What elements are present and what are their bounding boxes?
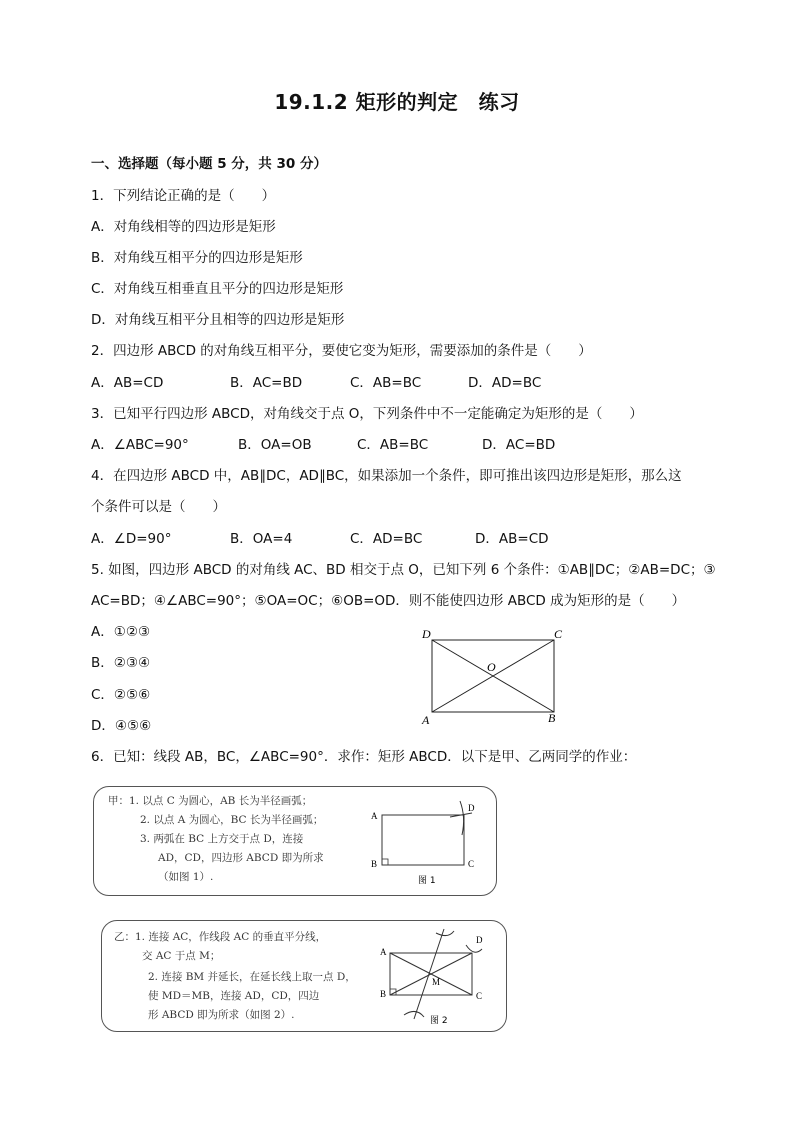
question-6-stem: 6．已知：线段 AB，BC，∠ABC=90°．求作：矩形 ABCD．以下是甲、乙两同学的作业：	[91, 749, 637, 765]
question-4-option-a: A．∠D=90°	[91, 531, 172, 547]
center-label-o: O	[487, 660, 496, 674]
question-4-stem-line-2: 个条件可以是（ ）	[91, 499, 226, 515]
figure-1-caption: 图 1	[418, 876, 436, 885]
fig1-label-d: D	[468, 803, 475, 813]
question-2-option-d: D．AD=BC	[468, 375, 542, 391]
vertex-label-b: B	[548, 711, 556, 725]
question-5-option-a: A．①②③	[91, 624, 151, 640]
question-5-stem-line-2: AC=BD；④∠ABC=90°；⑤OA=OC；⑥OB=OD．则不能使四边形 ABCD 成为矩形的是（ ）	[91, 593, 686, 609]
question-2-option-a: A．AB=CD	[91, 375, 164, 391]
arc-top	[436, 931, 454, 936]
question-3-option-b: B．OA=OB	[238, 437, 312, 453]
arc-d	[466, 945, 482, 952]
question-3-option-c: C．AB=BC	[357, 437, 429, 453]
perpendicular-bisector	[414, 929, 444, 1019]
question-1-option-a: A．对角线相等的四边形是矩形	[91, 219, 276, 235]
question-1-option-c: C．对角线互相垂直且平分的四边形是矩形	[91, 281, 344, 297]
question-1-option-d: D．对角线互相平分且相等的四边形是矩形	[91, 312, 345, 328]
question-4-stem-line-1: 4．在四边形 ABCD 中，AB∥DC，AD∥BC，如果添加一个条件，即可推出该四边形是矩形，那么这	[91, 468, 682, 484]
fig1-label-c: C	[468, 859, 475, 869]
student-yi-solution-box	[101, 920, 507, 1032]
question-3-option-d: D．AC=BD	[482, 437, 556, 453]
jia-line-2: 2. 以点 A 为圆心，BC 长为半径画弧；	[140, 814, 324, 826]
yi-line-1: 乙：1. 连接 AC，作线段 AC 的垂直平分线，	[114, 931, 327, 943]
fig2-label-a: A	[380, 947, 387, 957]
page-title: 19.1.2 矩形的判定 练习	[274, 90, 520, 114]
yi-line-2: 交 AC 于点 M；	[142, 950, 221, 962]
question-2-option-c: C．AB=BC	[350, 375, 422, 391]
fig1-label-a: A	[371, 811, 378, 821]
question-5-rectangle-figure	[418, 622, 578, 728]
vertex-label-a: A	[422, 713, 430, 727]
jia-line-3: 3. 两弧在 BC 上方交于点 D，连接	[140, 833, 304, 845]
question-5-option-c: C．②⑤⑥	[91, 687, 151, 703]
figure-2	[378, 923, 502, 1029]
question-1-option-b: B．对角线互相平分的四边形是矩形	[91, 250, 303, 266]
question-3-option-a: A．∠ABC=90°	[91, 437, 189, 453]
student-jia-solution-box	[93, 786, 497, 896]
fig1-label-b: B	[371, 859, 378, 869]
jia-line-4: AD，CD，四边形 ABCD 即为所求	[158, 852, 324, 864]
right-angle-marker	[382, 859, 388, 865]
section-heading: 一、选择题（每小题 5 分，共 30 分）	[91, 156, 327, 172]
question-4-option-c: C．AD=BC	[350, 531, 423, 547]
question-2-stem: 2．四边形 ABCD 的对角线互相平分，要使它变为矩形，需要添加的条件是（ ）	[91, 343, 592, 359]
question-5-option-b: B．②③④	[91, 655, 151, 671]
vertex-label-d: D	[422, 627, 431, 641]
jia-line-5: （如图 1）.	[158, 871, 214, 883]
question-2-option-b: B．AC=BD	[230, 375, 303, 391]
fig2-label-d: D	[476, 935, 483, 945]
yi-line-5: 形 ABCD 即为所求（如图 2）.	[148, 1009, 295, 1021]
question-3-stem: 3．已知平行四边形 ABCD，对角线交于点 O，下列条件中不一定能确定为矩形的是（ ）	[91, 406, 643, 422]
figure-1-rectangle	[382, 815, 464, 865]
arc-from-c	[460, 801, 464, 835]
question-1-stem: 1．下列结论正确的是（ ）	[91, 188, 276, 204]
fig2-label-m: M	[432, 977, 441, 987]
question-4-option-d: D．AB=CD	[475, 531, 549, 547]
jia-line-1: 甲：1. 以点 C 为圆心，AB 长为半径画弧；	[108, 795, 313, 807]
fig2-label-c: C	[476, 991, 483, 1001]
question-5-stem-line-1: 5. 如图，四边形 ABCD 的对角线 AC、BD 相交于点 O，已知下列 6 个条件：①AB∥DC；②AB=DC；③	[91, 562, 716, 578]
figure-2-caption: 图 2	[430, 1016, 448, 1026]
question-5-option-d: D．④⑤⑥	[91, 718, 152, 734]
fig2-label-b: B	[380, 989, 387, 999]
vertex-label-c: C	[554, 627, 563, 641]
figure-1	[368, 795, 488, 885]
yi-line-4: 使 MD＝MB，连接 AD，CD，四边	[148, 990, 320, 1002]
question-4-option-b: B．OA=4	[230, 531, 293, 547]
arc-bottom	[404, 1011, 424, 1017]
yi-line-3: 2. 连接 BM 并延长，在延长线上取一点 D，	[148, 971, 356, 983]
